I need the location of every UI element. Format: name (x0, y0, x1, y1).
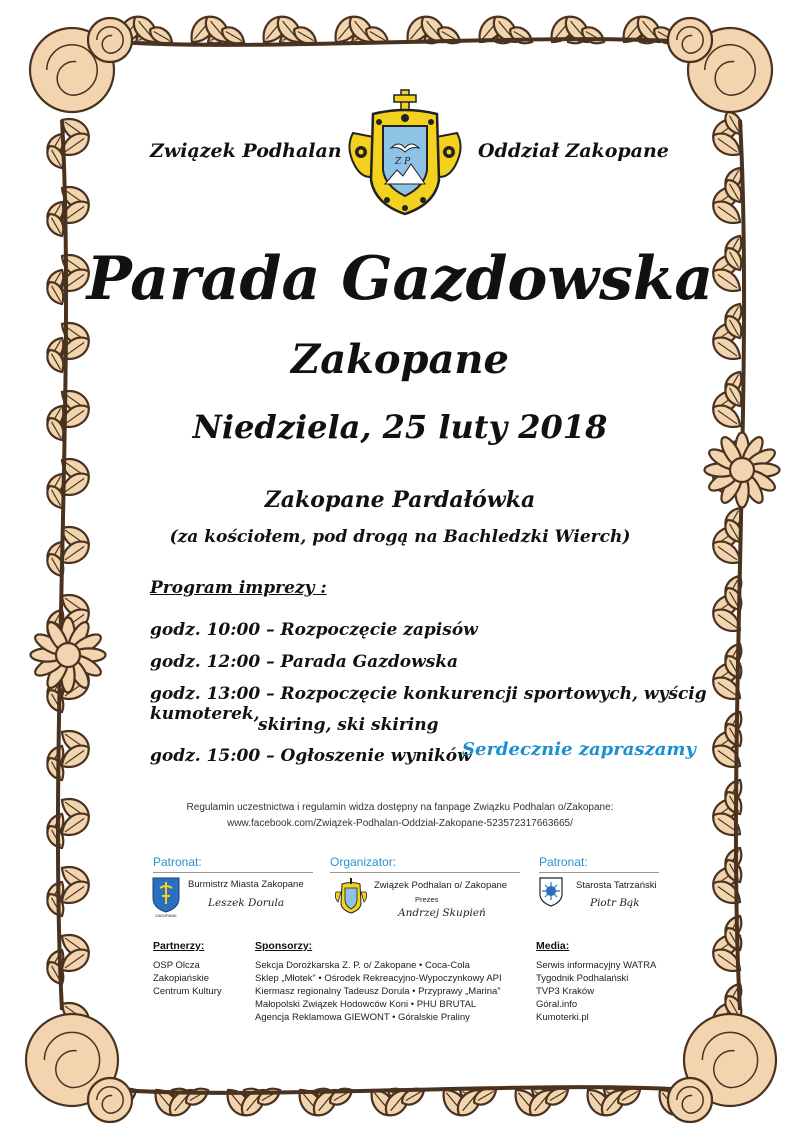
sponsors-heading: Sponsorzy: (255, 940, 313, 952)
zakopane-coat-of-arms-icon (150, 876, 182, 918)
program-item: godz. 13:00 – Rozpoczęcie konkurencji sportowych, wyścig kumoterek, (150, 684, 707, 724)
zwiazek-podhalan-crest-icon (345, 88, 465, 218)
program-heading: Program imprezy : (150, 578, 327, 598)
patron-1-signature: Leszek Dorula (208, 897, 285, 909)
patron-2-name: Starosta Tatrzański (576, 880, 657, 891)
event-date: Niedziela, 25 luty 2018 (192, 408, 608, 446)
event-title: Parada Gazdowska (86, 244, 714, 314)
organizer-role: Prezes (415, 895, 439, 904)
list-item: Centrum Kultury (153, 986, 222, 997)
partners-list (153, 959, 222, 998)
media-heading: Media: (536, 940, 570, 952)
program-item: godz. 15:00 – Ogłoszenie wyników (150, 746, 472, 766)
org-name-left: Związek Podhalan (150, 140, 342, 162)
patron-heading-2: Patronat: (539, 855, 588, 869)
list-item: Zakopiańskie (153, 973, 209, 984)
patron-1-name: Burmistrz Miasta Zakopane (188, 879, 304, 890)
list-item: Małopolski Związek Hodowców Koni • PHU BRUTAL (255, 999, 477, 1010)
organizer-crest-icon (334, 878, 368, 914)
patron-heading-1: Patronat: (153, 855, 202, 869)
crest-letters: Z P (395, 157, 411, 167)
sponsors-list (255, 959, 502, 1024)
partners-heading: Partnerzy: (153, 940, 205, 952)
tatra-county-coat-of-arms-icon (538, 876, 564, 908)
list-item: Kumoterki.pl (536, 1012, 589, 1023)
list-item: Serwis informacyjny WATRA (536, 960, 657, 971)
program-item: godz. 12:00 – Parada Gazdowska (150, 652, 459, 672)
list-item: Agencja Reklamowa GIEWONT • Góralskie Praliny (255, 1012, 470, 1023)
list-item: Kiermasz regionalny Tadeusz Dorula • Przyprawy „Marina” (255, 986, 501, 997)
org-name-right: Oddział Zakopane (478, 140, 669, 162)
program-item: godz. 10:00 – Rozpoczęcie zapisów (150, 620, 478, 640)
list-item: OSP Olcza (153, 960, 200, 971)
event-location-detail: (za kościołem, pod drogą na Bachledzki Wierch) (169, 527, 631, 547)
list-item: Sklep „Młotek” • Ośrodek Rekreacyjno-Wypoczynkowy API (255, 973, 502, 984)
rules-line: Regulamin uczestnictwa i regulamin widza dostępny na fanpage Związku Podhalan o/Zakopane: (186, 802, 614, 813)
list-item: Tygodnik Podhalański (536, 973, 629, 984)
organizer-name: Związek Podhalan o/ Zakopane (374, 880, 508, 891)
invitation-text: Serdecznie zapraszamy (462, 739, 696, 760)
event-location: Zakopane Pardałówka (264, 487, 536, 513)
program-item-continuation: skiring, ski skiring (258, 715, 439, 735)
event-subtitle: Zakopane (291, 336, 509, 383)
rules-link: www.facebook.com/Związek-Podhalan-Oddział-Zakopane-523572317663665/ (227, 818, 573, 829)
list-item: Góral.info (536, 999, 578, 1010)
svg-text:ZAKOPANE: ZAKOPANE (155, 913, 177, 918)
list-item: Sekcja Dorożkarska Z. P. o/ Zakopane • Coca-Cola (255, 960, 470, 971)
list-item: TVP3 Kraków (536, 986, 595, 997)
rules-note (0, 800, 800, 832)
organizer-heading: Organizator: (330, 855, 397, 869)
organizer-signature: Andrzej Skupień (398, 907, 486, 919)
media-list (536, 959, 656, 1024)
patron-2-signature: Piotr Bąk (590, 897, 640, 909)
